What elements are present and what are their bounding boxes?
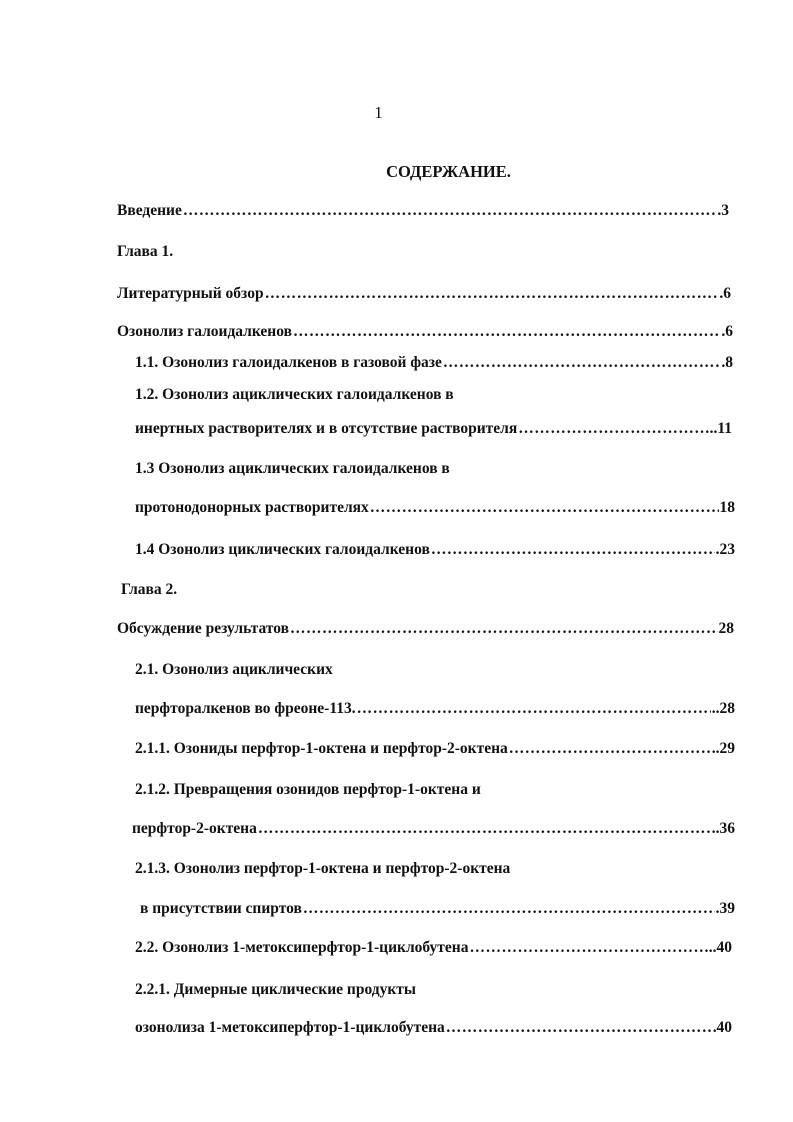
leader-dots (303, 900, 715, 918)
toc-chapter-2: Глава 2. (121, 581, 178, 598)
toc-entry-2-1-3-line1: 2.1.3. Озонолиз перфтор-1-октена и перфтор-2-октена (135, 860, 511, 877)
toc-entry-2-2-1-line1: 2.2.1. Димерные циклические продукты (135, 981, 417, 998)
toc-entry-2-1-line2: перфторалкенов во фреоне-113. ………………………………………………………………………………………………………………………………………………………………………………………… ..28 (135, 700, 735, 718)
toc-entry-ozon-halo: Озонолиз галоидалкенов ………………………………………………………………………………………………………………………………………………………………………………………… .6 (117, 323, 733, 341)
toc-entry-1-3-line1: 1.3 Озонолиз ациклических галоидалкенов в (135, 460, 450, 477)
leader-dots (265, 285, 719, 303)
leader-dots (518, 420, 708, 438)
toc-entry-2-1-line1: 2.1. Озонолиз ациклических (135, 661, 333, 678)
leader-dots (509, 740, 715, 758)
leader-dots (446, 1019, 716, 1037)
toc-entry-1-3-line2: протонодонорных растворителях ………………………………………………………………………………………………………………………………………………………………………………………… 18 (135, 499, 735, 517)
leader-dots (258, 820, 715, 838)
leader-dots (357, 700, 711, 718)
page-number: 1 (374, 103, 383, 122)
leader-dots (431, 541, 715, 559)
toc-entry-2-2-1-line2: озонолиза 1-метоксиперфтор-1-циклобутена ………………………………………………………………………………………………………………………………………………………………………………………… 40 (135, 1019, 732, 1037)
toc-entry-2-1-2-line2: перфтор-2-октена ………………………………………………………………………………………………………………………………………………………………………………………… .36 (132, 820, 735, 838)
toc-entry-2-1-1: 2.1.1. Озониды перфтор-1-октена и перфтор-2-октена ………………………………………………………………………………………………………………………………………………………………………………………… .29 (135, 740, 735, 758)
leader-dots (370, 499, 719, 517)
toc-entry-2-1-2-line1: 2.1.2. Превращения озонидов перфтор-1-октена и (135, 781, 481, 798)
page-title: СОДЕРЖАНИЕ. (386, 162, 511, 181)
toc-entry-2-2: 2.2. Озонолиз 1-метоксиперфтор-1-циклобутена ………………………………………………………………………………………………………………………………………………………………………………………… ..40 (135, 939, 732, 957)
leader-dots (469, 939, 707, 957)
leader-dots (183, 202, 717, 220)
toc-entry-1-2-line1: 1.2. Озонолиз ациклических галоидалкенов в (135, 386, 454, 403)
toc-entry-2-1-3-line2: в присутствии спиртов ………………………………………………………………………………………………………………………………………………………………………………………… .39 (140, 900, 735, 918)
toc-entry-discussion: Обсуждение результатов ………………………………………………………………………………………………………………………………………………………………………………………… 28 (117, 620, 734, 638)
toc-entry-1-4: 1.4 Озонолиз циклических галоидалкенов ………………………………………………………………………………………………………………………………………………………………………………………… .23 (135, 541, 735, 559)
leader-dots (293, 323, 720, 341)
toc-entry-1-1: 1.1. Озонолиз галоидалкенов в газовой фазе ………………………………………………………………………………………………………………………………………………………………………………………… .8 (135, 354, 733, 372)
toc-entry-1-2-line2: инертных растворителях и в отсутствие растворителя ………………………………………………………………………………………………………………………………………………………………………………………… ..11 (135, 420, 732, 438)
leader-dots (290, 620, 718, 638)
toc-chapter-1: Глава 1. (117, 243, 174, 260)
leader-dots (443, 354, 720, 372)
toc-entry-intro: Введение ………………………………………………………………………………………………………………………………………………………………………………………… .3 (117, 202, 729, 220)
toc-entry-lit-review: Литературный обзор ………………………………………………………………………………………………………………………………………………………………………………………… .6 (117, 285, 731, 303)
